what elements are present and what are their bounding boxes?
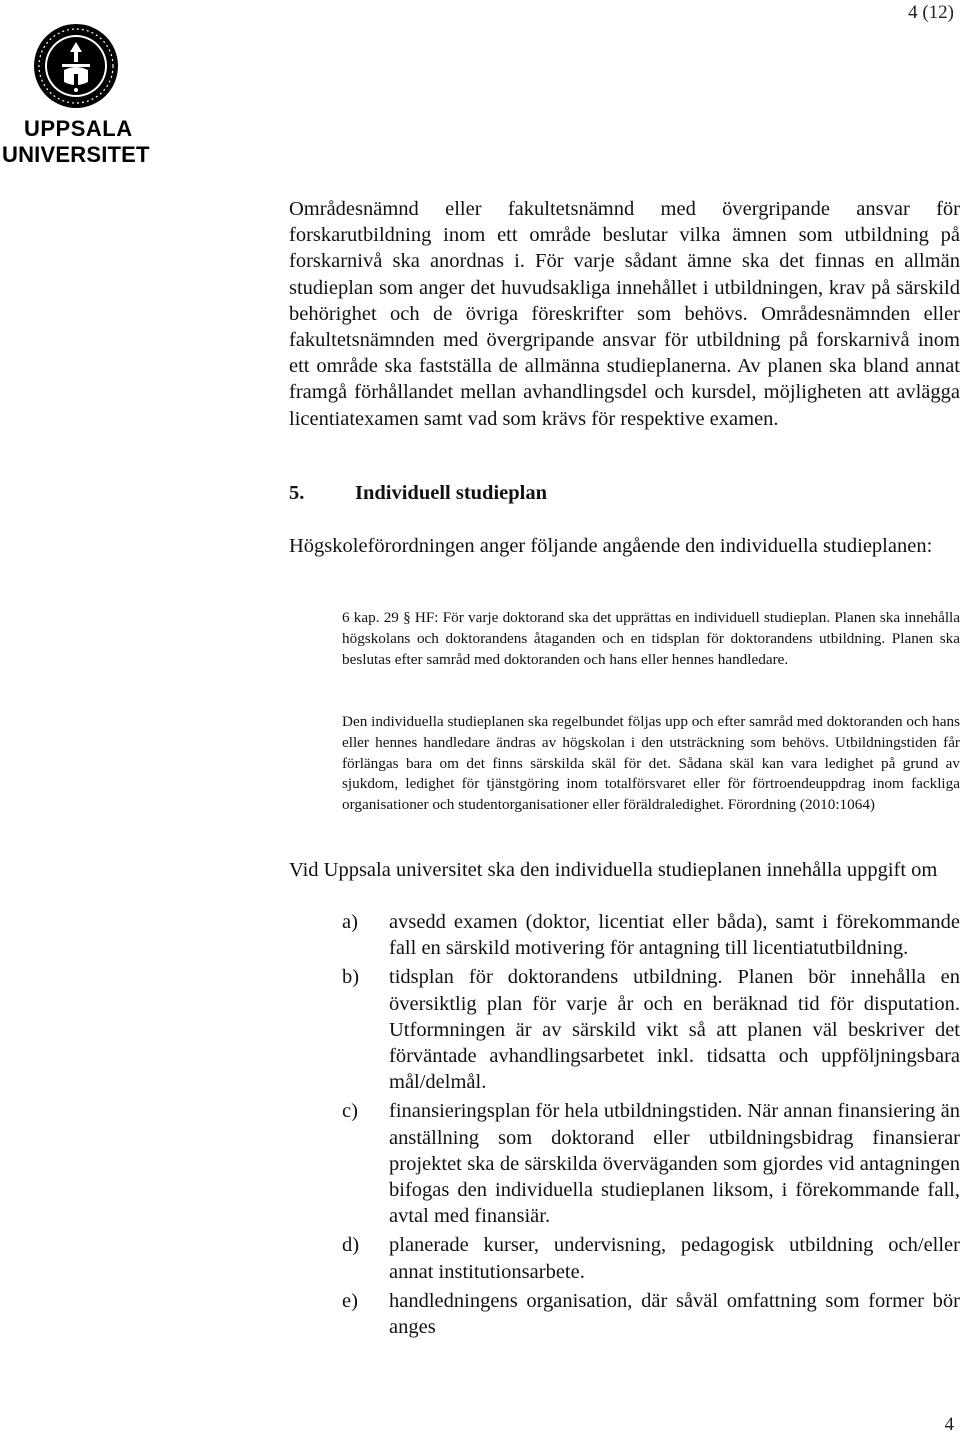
list-item (342, 1098, 960, 1229)
list-marker: e) (342, 1289, 358, 1312)
list-marker: b) (342, 966, 360, 989)
quoted-regulation-paragraph-1: 6 kap. 29 § HF: För varje doktorand ska det upprättas en individuell studieplan. Planen ska innehålla högskolans och doktorandens åtaganden och en tidsplan för doktorandens utbildning. Planen ska beslutas efter samråd med doktoranden och hans eller hennes handledare. (342, 609, 960, 668)
university-seal-icon (32, 22, 120, 110)
list-marker: a) (342, 911, 358, 933)
logo-text-uppsala: UPPSALA (24, 116, 133, 141)
section-lead: Högskoleförordningen anger följande angående den individuella studieplanen: (289, 535, 933, 557)
list-item (342, 1232, 960, 1284)
list-marker: c) (342, 1100, 358, 1123)
list-marker: d) (342, 1234, 360, 1257)
list-item (342, 909, 960, 961)
list-item-text: avsedd examen (doktor, licentiat eller båda), samt i förekommande fall en särskild motivering för antagning till licentiatutbildning. (389, 911, 960, 960)
section-number: 5. (289, 482, 305, 504)
page-indicator: 4 (12) (908, 2, 954, 23)
closing-paragraph: Vid Uppsala universitet ska den individuella studieplanen innehålla uppgift om (289, 859, 938, 881)
list-item-text: tidsplan för doktorandens utbildning. Planen bör innehålla en översiktlig plan för varje år och en beräknad tid för disputation. Utformningen är av särskild vikt så att planen väl beskriver det förväntade avhandlingsarbetet inkl. tidsatta och uppföljningsbara mål/delmål. (389, 966, 960, 1094)
footer-page-number: 4 (944, 1414, 954, 1435)
quoted-regulation-paragraph-2: Den individuella studieplanen ska regelbundet följas upp och efter samråd med doktoranden och hans eller hennes handledare ändras av högskolan i den utsträckning som behövs. Utbildningstiden får förlängas bara om det finns särskilda skäl för det. Sådana skäl kan vara ledighet på grund av sjukdom, ledighet för tjänstgöring inom totalförsvaret eller för förtroendeuppdrag inom fackliga organisationer och studentorganisationer eller föräldraledighet. Förordning (2010:1064) (342, 713, 960, 814)
list-item (342, 964, 960, 1095)
list-item-text: finansieringsplan för hela utbildningstiden. När annan finansiering än anställning som doktorand eller utbildningsbidrag finansierar projektet ska de särskilda överväganden som gjordes vid antagningen bifogas den individuella studieplanen liksom, i förekommande fall, avtal med finansiär. (389, 1100, 960, 1228)
logo-text-universitet: UNIVERSITET (2, 142, 150, 167)
requirements-list (342, 909, 960, 1340)
university-logo (0, 22, 160, 172)
list-item (342, 1288, 960, 1340)
intro-paragraph: Områdesnämnd eller fakultetsnämnd med övergripande ansvar för forskarutbildning inom ett område beslutar vilka ämnen som utbildning på forskarnivå ska anordnas i. För varje sådant ämne ska det finnas en allmän studieplan som anger det huvudsakliga innehållet i utbildningen, krav på särskild behörighet och de övriga föreskrifter som behövs. Områdesnämnden eller fakultetsnämnden med övergripande ansvar för utbildning på forskarnivå inom ett område ska fastställa de allmänna studieplanerna. Av planen ska bland annat framgå förhållandet mellan avhandlingsdel och kursdel, möjligheten att avlägga licentiatexamen samt vad som krävs för respektive examen. (289, 198, 960, 430)
section-heading (289, 482, 547, 505)
section-title: Individuell studieplan (355, 482, 547, 504)
list-item-text: handledningens organisation, där såväl omfattning som former bör anges (389, 1289, 960, 1339)
list-item-text: planerade kurser, undervisning, pedagogisk utbildning och/eller annat institutionsarbete. (389, 1234, 960, 1283)
